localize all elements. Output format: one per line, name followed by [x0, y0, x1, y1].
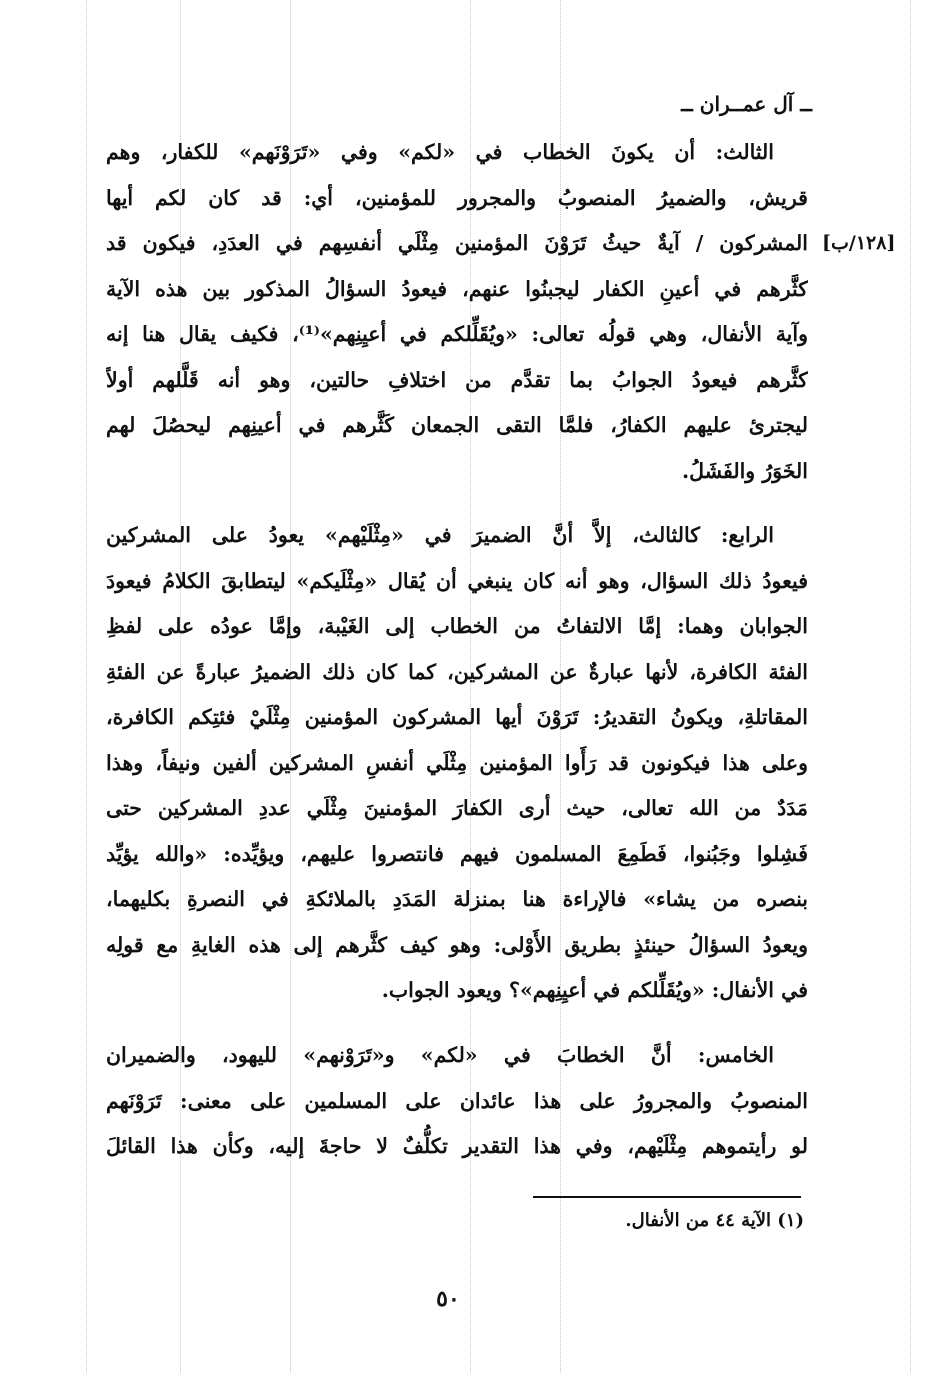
text-line: الفئة الكافرة، لأنها عبارةٌ عن المشركين، كما كان ذلك الضميرُ عبارةً عن الفئةِ: [106, 659, 808, 684]
text-line: كثَّرهم في أعينِ الكفار ليجبنُوا عنهم، فيعودُ السؤالُ المذكور بين هذه الآية: [106, 276, 808, 301]
text-line: لو رأيتموهم مِثْلَيْهم، وفي هذا التقدير تكلُّفٌ لا حاجةَ إليه، وكأن هذا القائلَ: [106, 1134, 808, 1158]
paragraph-fourth: [106, 513, 808, 1014]
text-line: في الأنفال: «ويُقَلِّلكم في أعيِنِهم»؟ ويعود الجواب.: [381, 978, 808, 1002]
text-line: المنصوبُ والمجرورُ على هذا عائدان على المسلمين على معنى: تَرَوْنَهم: [106, 1088, 808, 1113]
text-line: فيعودُ ذلك السؤال، وهو أنه كان ينبغي أن يُقال «مِثْلَيكم» ليتطابقَ الكلامُ فيعودَ: [106, 568, 808, 593]
text-line: الجوابان وهما: إمَّا الالتفاتُ من الخطاب إلى الغَيْبة، وإمَّا عودُه على لفظِ: [106, 614, 808, 638]
text-line: الثالث: أن يكونَ الخطاب في «لكم» وفي «تَرَوْنَهم» للكفار، وهم: [106, 140, 774, 164]
text-line: الخَوَرُ والفَشَلُ.: [682, 458, 808, 483]
paragraph-third: [106, 130, 808, 494]
text-line: مَدَدٌ من الله تعالى، حيث أرى الكفارَ المؤمنينَ مِثْلَي عددِ المشركين حتى: [106, 796, 808, 820]
text-line: ليجترئ عليهم الكفارُ، فلمَّا التقى الجمعان كَثَّرهم في أعينِهم ليحصُلَ لهم: [106, 413, 808, 437]
text-line: كثَّرهم فيعودُ الجوابُ بما تقدَّم من اختلافِ حالتين، وهو أنه قَلَّلهم أولاً: [106, 367, 808, 392]
text-line: المشركون / آيةٌ حيثُ تَرَوْنَ المؤمنين مِثْلَي أنفسِهم في العدَدِ، فيكون قد: [106, 231, 808, 255]
text-line: الخامس: أنَّ الخطابَ في «لكم» و«تَرَوْنهم» لليهود، والضميران: [106, 1043, 774, 1067]
text-line: وعلى هذا فيكونون قد رَأَوا المؤمنين مِثْلَي أنفسِ المشركين ألفين ونيفاً، وهذا: [106, 750, 808, 775]
page-number: ٥٠: [436, 1286, 460, 1312]
text-line: المقاتلةِ، ويكونُ التقديرُ: تَرَوْنَ أيها المشركون المؤمنين مِثْلَيْ فئتِكم الكافرة،: [106, 705, 808, 729]
footnote-separator: [533, 1196, 801, 1198]
scan-artifact-line: [910, 0, 911, 1373]
text-line: قريش، والضميرُ المنصوبُ والمجرور للمؤمنين، أي: قد كان لكم أيها: [106, 185, 808, 210]
text-line: ويعودُ السؤالُ حينئذٍ بطريق الأَوْلى: وهو كيف كثَّرهم إلى هذه الغايةِ مع قولِه: [106, 932, 808, 957]
text-line: الرابع: كالثالث، إلاَّ أنَّ الضميرَ في «مِثْلَيْهم» يعودُ على المشركين: [106, 523, 774, 547]
text-line: وآية الأنفال، وهي قولُه تعالى: «ويُقَلِّلكم في أعيِنِهم»⁽¹⁾، فكيف يقال هنا إنه: [106, 322, 808, 346]
paragraph-fifth: [106, 1033, 808, 1170]
folio-reference: [١٢٨/ب]: [822, 232, 896, 254]
scan-artifact-line: [86, 0, 87, 1373]
text-line: فَشِلوا وجَبُنوا، فَطَمِعَ المسلمون فيهم فانتصروا عليهم، ويؤيِّده: «والله يؤيِّد: [106, 841, 808, 866]
footnote: (١) الآية ٤٤ من الأنفال.: [625, 1210, 804, 1231]
text-line: بنصره من يشاء» فالإراءة هنا بمنزلة المَدَدِ بالملائكةِ في النصرةِ بكليهما،: [106, 887, 808, 911]
running-header: ــ آل عمــران ــ: [681, 92, 812, 116]
